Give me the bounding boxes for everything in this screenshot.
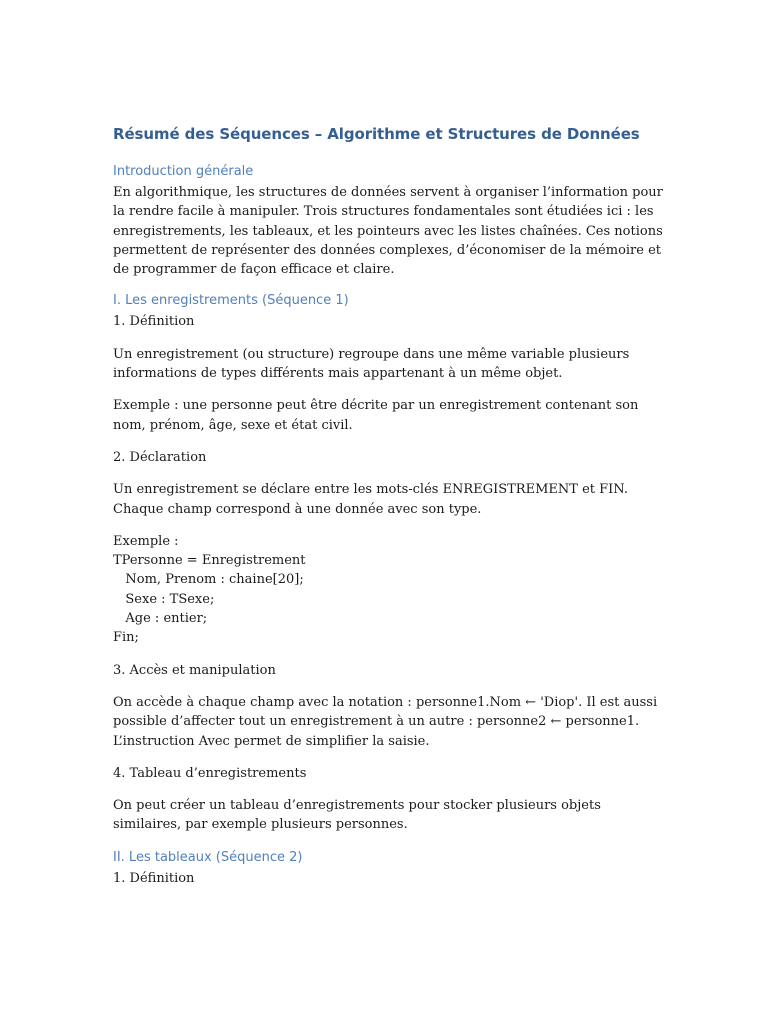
section2-definition-title: 1. Définition <box>113 870 195 886</box>
section1-definition-title: 1. Définition <box>113 314 195 330</box>
section1-access-title: 3. Accès et manipulation <box>113 662 276 678</box>
code-line: TPersonne = Enregistrement <box>113 553 306 569</box>
document-content <box>113 124 673 888</box>
code-example-block <box>113 532 673 648</box>
intro-paragraph: En algorithmique, les structures de données servent à organiser l’information pour la rendre facile à manipuler. Trois structures fondamentales sont étudiées ici : les enregistrements, les tableaux, et les pointeurs avec les listes chaînées. Ces notions permettent de représenter des données complexes, d’économiser de la mémoire et de programmer de façon efficace et claire. <box>113 185 663 278</box>
section1-array-text: On peut créer un tableau d’enregistrements pour stocker plusieurs objets similaires, par exemple plusieurs personnes. <box>113 798 601 833</box>
section1-heading: I. Les enregistrements (Séquence 1) <box>113 293 349 309</box>
section1-example-text: Exemple : une personne peut être décrite par un enregistrement contenant son nom, prénom, âge, sexe et état civil. <box>113 398 639 433</box>
intro-heading: Introduction générale <box>113 164 254 179</box>
section1-definition-text: Un enregistrement (ou structure) regroupe dans une même variable plusieurs informations de types différents mais appartenant à un même objet. <box>113 346 630 382</box>
code-line: Fin; <box>113 630 139 646</box>
section1-access-text: On accède à chaque champ avec la notation : personne1.Nom ← 'Diop'. Il est aussi possible d’affecter tout un enregistrement à un autre : personne2 ← personne1. L’instruction Avec permet de simplifier la saisie. <box>113 694 658 749</box>
section2-heading: II. Les tableaux (Séquence 2) <box>113 849 303 865</box>
section1-declaration-text: Un enregistrement se déclare entre les mots-clés ENREGISTREMENT et FIN. Chaque champ correspond à une donnée avec son type. <box>113 482 628 517</box>
code-line: Exemple : <box>113 533 179 549</box>
document-title: Résumé des Séquences – Algorithme et Structures de Données <box>113 125 640 143</box>
code-line: Age : entier; <box>113 611 208 627</box>
code-line: Sexe : TSexe; <box>113 591 215 607</box>
section1-declaration-title: 2. Déclaration <box>113 449 207 465</box>
section1-array-title: 4. Tableau d’enregistrements <box>113 765 307 781</box>
code-line: Nom, Prenom : chaine[20]; <box>113 572 304 588</box>
